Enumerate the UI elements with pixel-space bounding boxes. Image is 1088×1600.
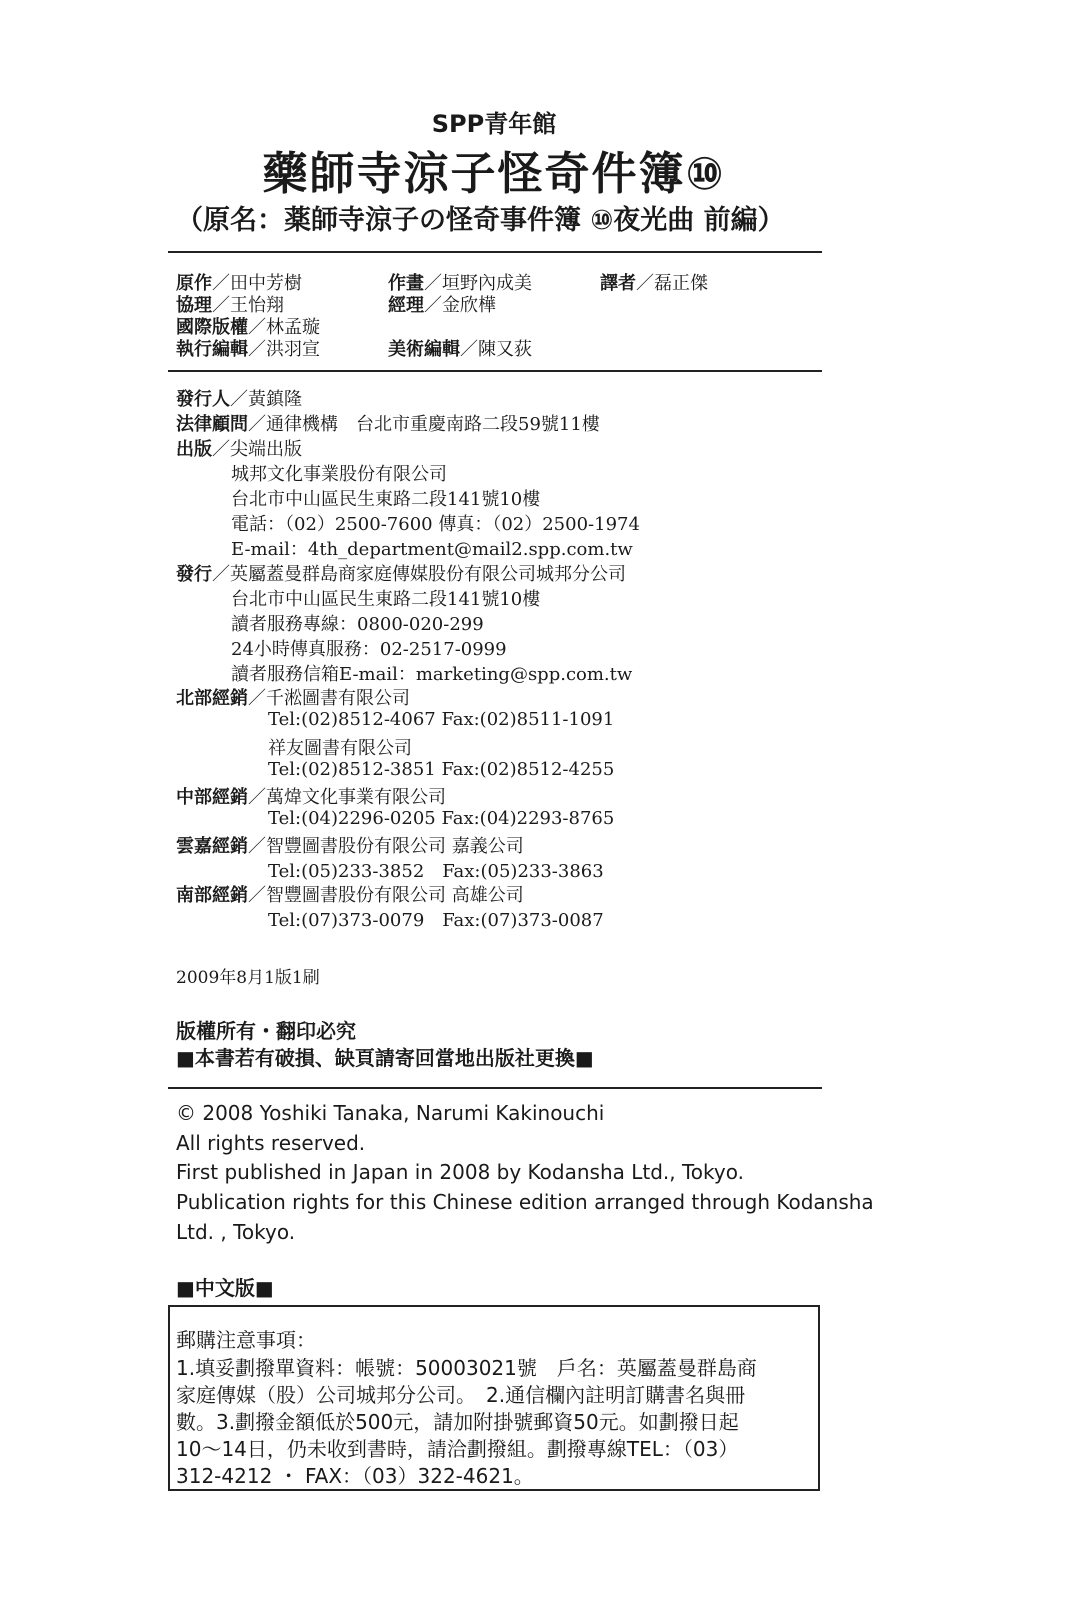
legal-line [176, 410, 600, 436]
divider-top [168, 251, 822, 253]
pub-value: ／萬煒文化事業有限公司 [248, 787, 446, 808]
press-phone: 電話：（02）2500-7600 傳真：（02）2500-1974 [231, 514, 640, 535]
credit-label: 經理 [388, 295, 424, 316]
north-contact-1: Tel:(02)8512-4067 Fax:(02)8511-1091 [268, 709, 615, 730]
dist-email: 讀者服務信箱E-mail：marketing@spp.com.tw [231, 664, 633, 685]
press-company: 城邦文化事業股份有限公司 [231, 464, 447, 485]
pub-label: 雲嘉經銷 [176, 836, 248, 857]
dist-fax: 24小時傳真服務：02-2517-0999 [231, 639, 507, 660]
mail-order-line-4: 10～14日，仍未收到書時，請洽劃撥組。劃撥專線TEL：（03） [176, 1437, 739, 1461]
credit-label: 譯者 [600, 273, 636, 294]
credit-label: 美術編輯 [388, 339, 460, 360]
copyright-line: © 2008 Yoshiki Tanaka, Narumi Kakinouchi [176, 1101, 605, 1125]
pub-value: ／英屬蓋曼群島商家庭傳媒股份有限公司城邦分公司 [212, 564, 626, 585]
mail-order-line-1: 1.填妥劃撥單資料：帳號：50003021號 戶名：英屬蓋曼群島商 [176, 1356, 757, 1380]
credit-exec-editor [176, 335, 320, 361]
pub-label: 北部經銷 [176, 688, 248, 709]
credit-value: ／金欣樺 [424, 295, 496, 316]
mail-order-line-2: 家庭傳媒（股）公司城邦分公司。 2.通信欄內註明訂購書名與冊 [176, 1383, 746, 1407]
mail-order-line-5: 312-4212 ・ FAX：（03）322-4621。 [176, 1464, 534, 1488]
edition-date: 2009年8月1版1刷 [176, 968, 320, 988]
distribution-line [176, 560, 626, 586]
north-dist-line [176, 684, 410, 710]
credit-label: 協理 [176, 295, 212, 316]
mail-order-title: 郵購注意事項： [176, 1328, 316, 1352]
pub-label: 南部經銷 [176, 885, 248, 906]
yunjia-contact: Tel:(05)233-3852 Fax:(05)233-3863 [268, 861, 604, 882]
publication-rights-line-2: Ltd. , Tokyo. [176, 1220, 296, 1244]
credit-value: ／王怡翔 [212, 295, 284, 316]
central-contact: Tel:(04)2296-0205 Fax:(04)2293-8765 [268, 808, 615, 829]
credit-label: 原作 [176, 273, 212, 294]
credit-value: ／磊正傑 [636, 273, 708, 294]
pub-value: ／通律機構 台北市重慶南路二段59號11樓 [248, 414, 600, 435]
press-line [176, 435, 302, 461]
press-email: E-mail：4th_department@mail2.spp.com.tw [231, 539, 633, 560]
pub-label: 中部經銷 [176, 787, 248, 808]
credit-art-editor [388, 335, 532, 361]
south-dist-line [176, 881, 524, 907]
mail-order-line-3: 數。3.劃撥金額低於500元，請加附掛號郵資50元。如劃撥日起 [176, 1410, 739, 1434]
pub-value: ／黃鎮隆 [230, 389, 302, 410]
pub-value: ／千淞圖書有限公司 [248, 688, 410, 709]
credit-value: ／田中芳樹 [212, 273, 302, 294]
series-name: SPP青年館 [431, 110, 557, 138]
chinese-edition-tag: ■中文版■ [176, 1276, 274, 1300]
divider-english [168, 1087, 822, 1089]
damage-notice: ■本書若有破損、缺頁請寄回當地出版社更換■ [176, 1046, 594, 1070]
south-contact: Tel:(07)373-0079 Fax:(07)373-0087 [268, 910, 604, 931]
credit-label: 執行編輯 [176, 339, 248, 360]
credit-value: ／洪羽宣 [248, 339, 320, 360]
north-contact-2: Tel:(02)8512-3851 Fax:(02)8512-4255 [268, 759, 615, 780]
credit-manager [388, 291, 496, 317]
credit-value: ／垣野內成美 [424, 273, 532, 294]
dist-address: 台北市中山區民生東路二段141號10樓 [231, 589, 541, 610]
publication-rights-line: Publication rights for this Chinese edition arranged through Kodansha [176, 1190, 874, 1214]
publisher-line [176, 385, 302, 411]
all-rights-line: All rights reserved. [176, 1131, 366, 1155]
pub-value: ／尖端出版 [212, 439, 302, 460]
credit-label: 作畫 [388, 273, 424, 294]
credit-label: 國際版權 [176, 317, 248, 338]
divider-credits [168, 370, 822, 372]
pub-value: ／智豐圖書股份有限公司 高雄公司 [248, 885, 524, 906]
north-company-2: 祥友圖書有限公司 [268, 738, 412, 759]
central-dist-line [176, 783, 446, 809]
first-published-line: First published in Japan in 2008 by Kodansha Ltd., Tokyo. [176, 1160, 744, 1184]
pub-value: ／智豐圖書股份有限公司 嘉義公司 [248, 836, 524, 857]
credit-value: ／林孟璇 [248, 317, 320, 338]
pub-label: 發行人 [176, 389, 230, 410]
credit-translator [600, 269, 708, 295]
pub-label: 法律顧問 [176, 414, 248, 435]
book-title: 藥師寺涼子怪奇件簿⑩ [262, 147, 726, 200]
pub-label: 發行 [176, 564, 212, 585]
dist-hotline: 讀者服務專線：0800-020-299 [231, 614, 484, 635]
pub-label: 出版 [176, 439, 212, 460]
rights-reserved: 版權所有・翻印必究 [176, 1019, 356, 1043]
original-title: （原名：薬師寺涼子の怪奇事件簿 ⑩夜光曲 前編） [176, 205, 785, 236]
yunjia-dist-line [176, 832, 524, 858]
press-address: 台北市中山區民生東路二段141號10樓 [231, 489, 541, 510]
credit-value: ／陳又荻 [460, 339, 532, 360]
